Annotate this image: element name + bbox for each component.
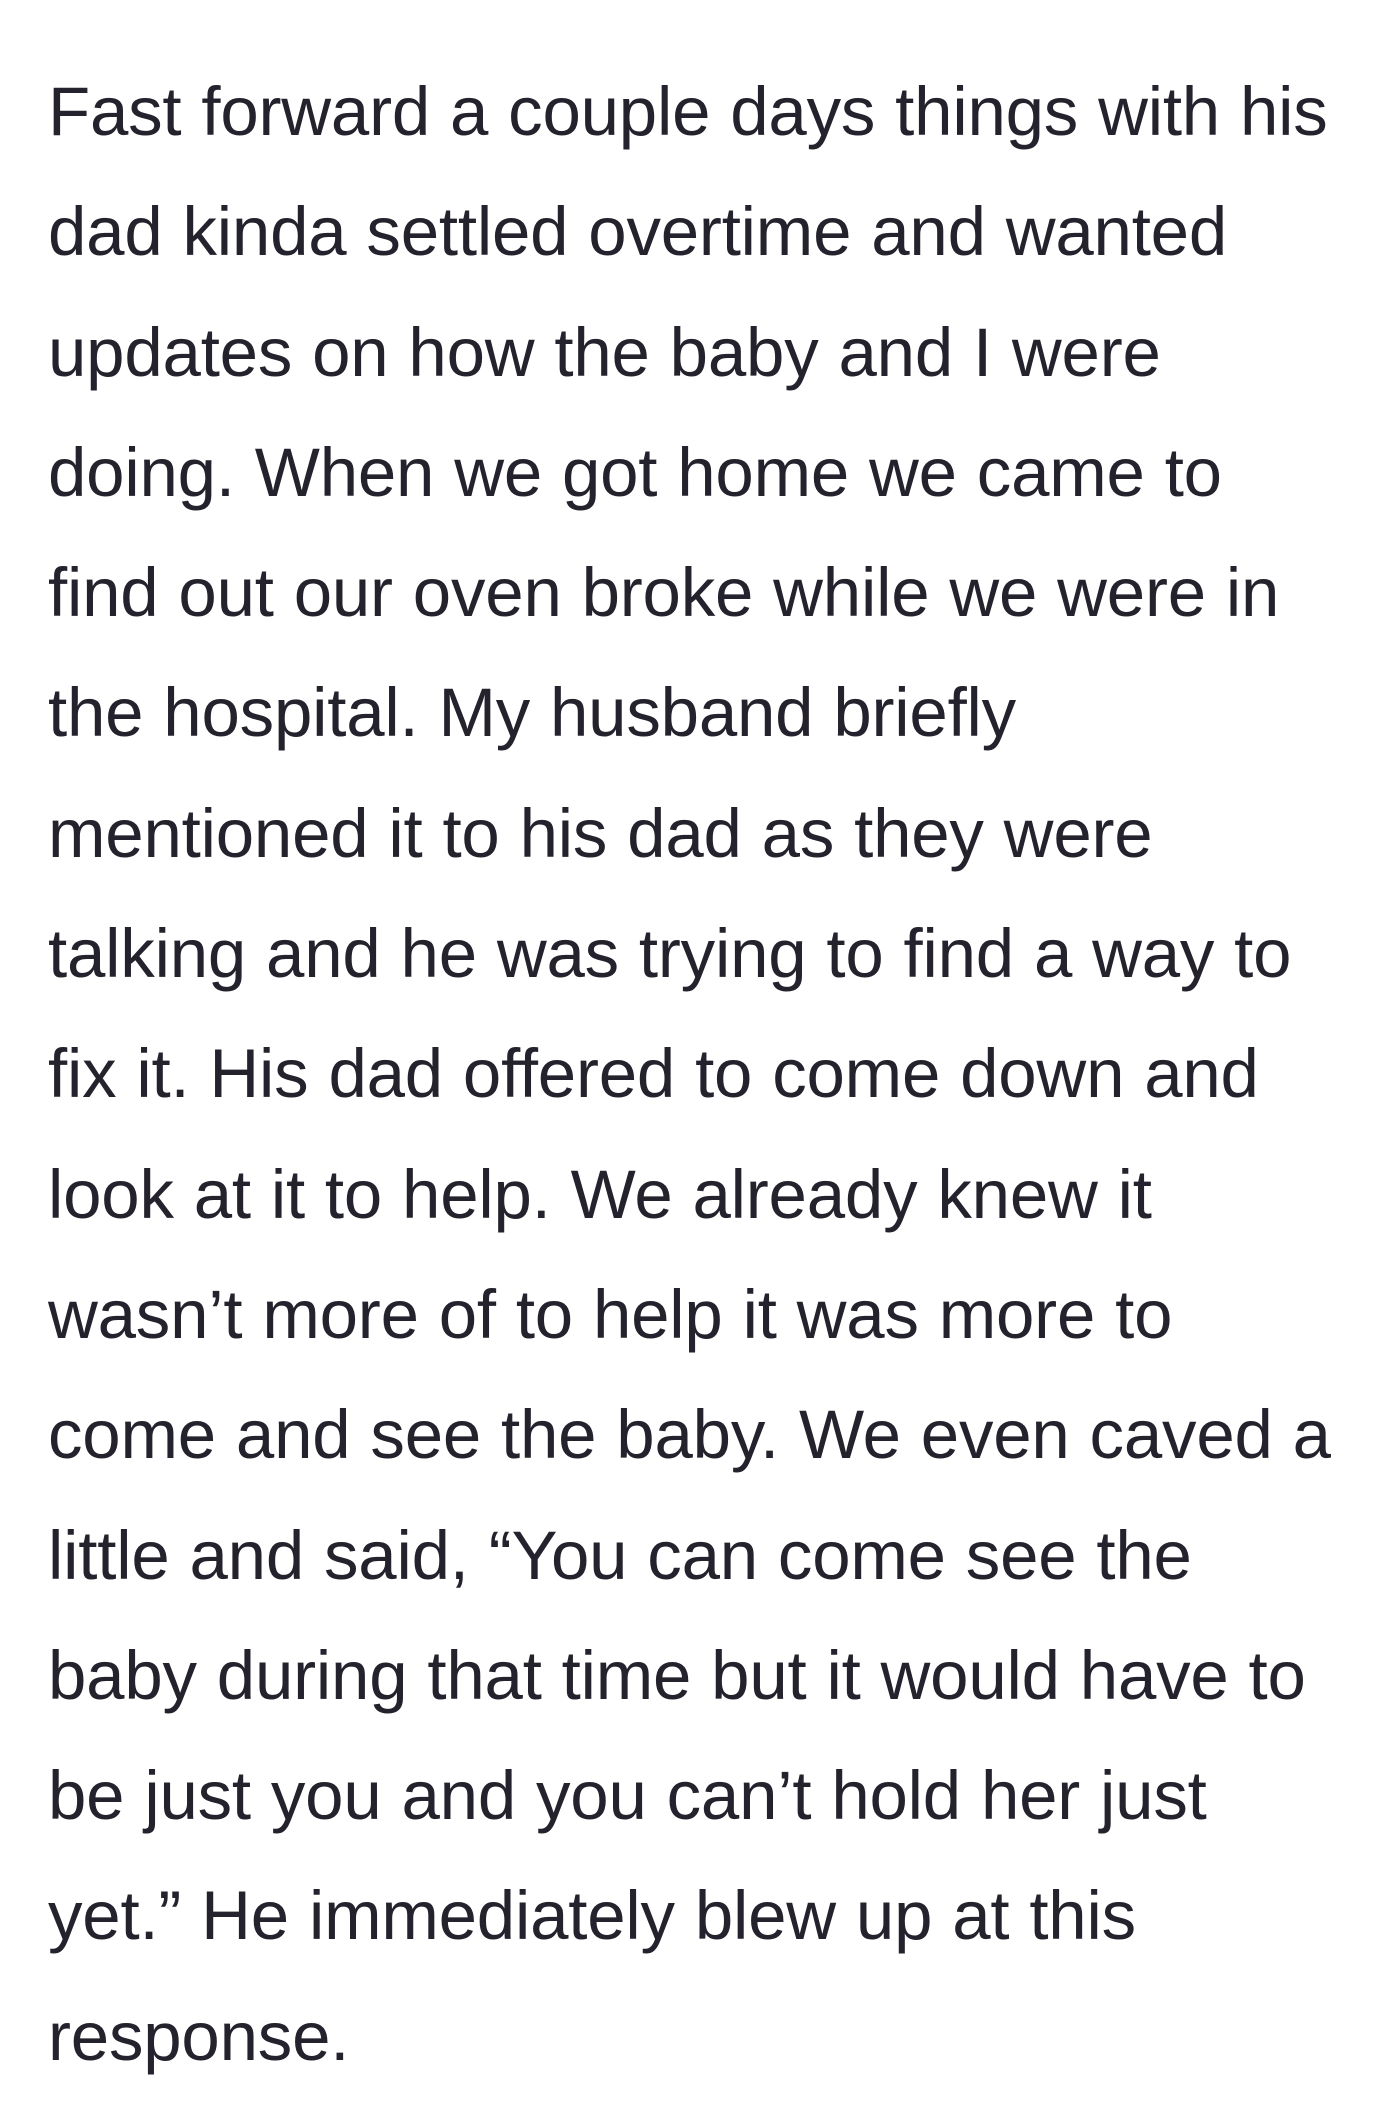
text-line: talking and he was trying to find a way to [48,915,1292,993]
text-line: response. [48,1997,350,2075]
post-body-paragraph [48,52,1378,2097]
text-line: wasn’t more of to help it was more to [48,1275,1173,1353]
text-line: mentioned it to his dad as they were [48,794,1153,872]
text-line: find out our oven broke while we were in [48,554,1280,632]
text-line: doing. When we got home we came to [48,433,1222,511]
text-line: dad kinda settled overtime and wanted [48,193,1228,271]
text-line: baby during that time but it would have to [48,1636,1306,1714]
text-line: fix it. His dad offered to come down and [48,1035,1259,1113]
text-line: come and see the baby. We even caved a [48,1396,1331,1474]
text-line: yet.” He immediately blew up at this [48,1877,1136,1955]
text-line: little and said, “You can come see the [48,1516,1192,1594]
text-line: Fast forward a couple days things with his [48,73,1328,150]
text-line: look at it to help. We already knew it [48,1155,1152,1233]
text-line: updates on how the baby and I were [48,313,1161,391]
text-line: be just you and you can’t hold her just [48,1757,1207,1835]
text-line: the hospital. My husband briefly [48,674,1016,752]
